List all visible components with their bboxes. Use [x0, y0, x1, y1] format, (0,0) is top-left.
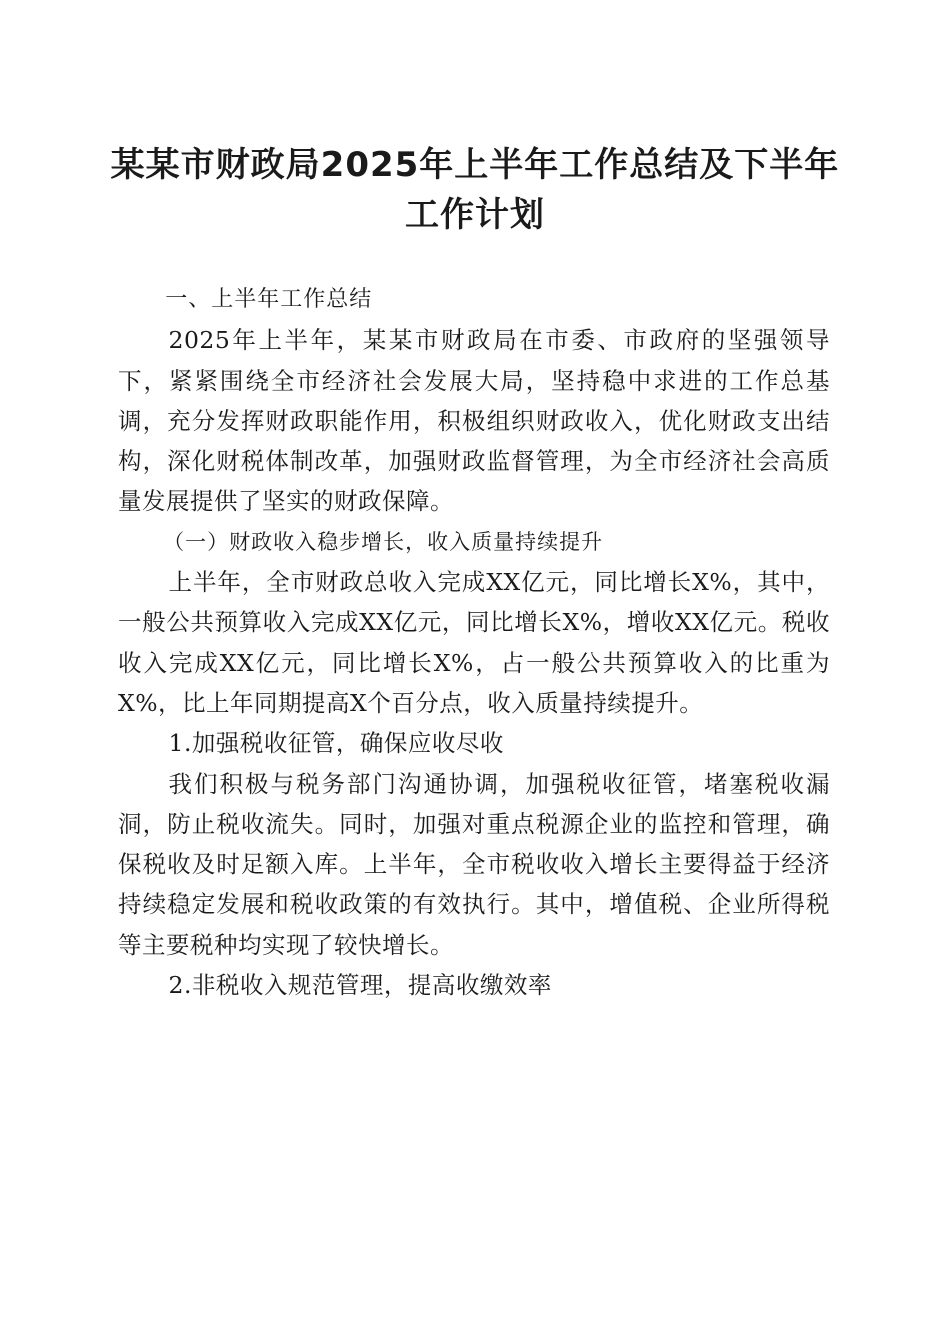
document-title: 某某市财政局2025年上半年工作总结及下半年工作计划 [110, 145, 840, 235]
document-body [118, 280, 830, 1005]
paragraph: 我们积极与税务部门沟通协调，加强税收征管，堵塞税收漏洞，防止税收流失。同时，加强对重点税源企业的监控和管理，确保税收及时足额入库。上半年，全市税收收入增长主要得益于经济持续稳定发展和税收政策的有效执行。其中，增值税、企业所得税等主要税种均实现了较快增长。 [118, 769, 830, 959]
item-heading: 1.加强税收征管，确保应收尽收 [168, 729, 504, 758]
paragraph: 上半年，全市财政总收入完成XX亿元，同比增长X%，其中，一般公共预算收入完成XX亿元，同比增长X%，增收XX亿元。税收收入完成XX亿元，同比增长X%，占一般公共预算收入的比重为X%，比上年同期提高X个百分点，收入质量持续提升。 [118, 568, 830, 717]
section-heading: 一、上半年工作总结 [165, 287, 373, 312]
item-heading: 2.非税收入规范管理，提高收缴效率 [168, 971, 552, 1000]
paragraph: 2025年上半年，某某市财政局在市委、市政府的坚强领导下，紧紧围绕全市经济社会发展大局，坚持稳中求进的工作总基调，充分发挥财政职能作用，积极组织财政收入，优化财政支出结构，深化财税体制改革，加强财政监督管理，为全市经济社会高质量发展提供了坚实的财政保障。 [118, 326, 830, 516]
subsection-heading: （一）财政收入稳步增长，收入质量持续提升 [163, 529, 604, 554]
